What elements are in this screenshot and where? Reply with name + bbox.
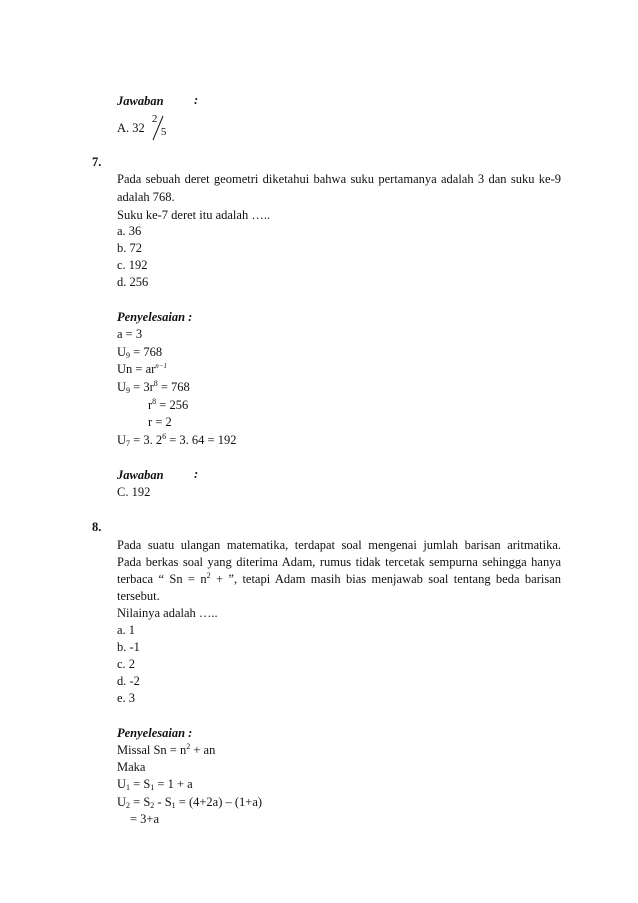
q7-step-7-sub: 7: [126, 439, 131, 448]
q7-question-line-3: Suku ke-7 deret itu adalah …..: [117, 208, 271, 222]
q8-step-4-sub-2: 2: [150, 801, 155, 810]
q8-step-4-a: U: [117, 795, 127, 809]
q7-step-4-mid: = 3r: [130, 380, 154, 394]
q8-option-e: e. 3: [117, 691, 136, 705]
q8-step-3: [117, 776, 193, 792]
q7-option-b: b. 72: [117, 241, 142, 255]
q8-penyelesaian-heading: Penyelesaian :: [117, 726, 193, 740]
q7-question-line-2: adalah 768.: [117, 190, 175, 204]
q8-step-1: [117, 742, 215, 758]
q7-step-2-sub: 9: [126, 351, 131, 360]
q7-question-line-1: Pada sebuah deret geometri diketahui bahwa suku pertamanya adalah 3 dan suku ke-9: [117, 172, 561, 186]
q6-answer-heading: [117, 93, 164, 109]
q7-step-5-sup: 8: [152, 397, 157, 406]
q7-step-7-sup: 6: [162, 432, 167, 441]
q7-step-2-base: U: [117, 345, 127, 359]
q8-step-1-b: + an: [190, 743, 216, 757]
q8-question-line-3: [117, 571, 561, 587]
q8-step-3-b: = S: [130, 777, 151, 791]
q8-step-4: [117, 794, 262, 810]
q7-step-4-base: U: [117, 380, 127, 394]
q7-jawaban-colon: :: [194, 467, 199, 481]
q6-jawaban-colon: :: [194, 93, 199, 107]
q8-step-4-sub-3: 1: [171, 801, 176, 810]
q8-option-d: d. -2: [117, 674, 140, 688]
q8-question-line-5: Nilainya adalah …..: [117, 606, 218, 620]
q7-step-4: [117, 379, 190, 395]
q7-step-7-base: U: [117, 433, 127, 447]
q8-step-3-c: = 1 + a: [154, 777, 193, 791]
q6-answer-fraction: [148, 115, 170, 141]
q8-step-4-sub-1: 2: [126, 801, 131, 810]
q7-step-3-sup: n−1: [155, 362, 168, 370]
q7-jawaban-label: Jawaban: [117, 468, 164, 482]
q8-step-2: Maka: [117, 760, 146, 774]
q8-step-3-sub-2: 1: [150, 783, 155, 792]
q7-step-5-rest: = 256: [156, 398, 189, 412]
q8-step-3-sub-1: 1: [126, 783, 131, 792]
q6-fraction-denominator: 5: [160, 126, 167, 138]
q7-step-2: [117, 344, 162, 360]
q8-step-1-a: Missal Sn = n: [117, 743, 187, 757]
q7-step-4-sub: 9: [126, 386, 131, 395]
q8-option-a: a. 1: [117, 623, 136, 637]
q7-option-d: d. 256: [117, 275, 149, 289]
q6-answer: [117, 115, 170, 141]
q7-step-7: [117, 432, 236, 448]
q7-step-5: [148, 397, 188, 413]
q8-question-line-2: Pada berkas soal yang diterima Adam, rumus tidak tercetak sempurna sehingga hanya: [117, 555, 561, 569]
q7-penyelesaian-heading: Penyelesaian :: [117, 310, 193, 324]
q7-step-5-base: r: [148, 398, 153, 412]
q7-step-1: a = 3: [117, 327, 143, 341]
q6-answer-prefix: A. 32: [117, 121, 145, 135]
q7-option-a: a. 36: [117, 224, 142, 238]
q7-answer: C. 192: [117, 485, 151, 499]
q7-step-3-base: Un = ar: [117, 362, 156, 376]
q8-question-line-3-sup: 2: [206, 571, 211, 580]
q8-question-line-3-b: + ”, tetapi Adam masih bias menjawab soal tentang beda barisan: [210, 572, 561, 586]
q8-number: 8.: [92, 520, 102, 534]
q8-step-5: = 3+a: [130, 812, 160, 826]
q7-number: 7.: [92, 155, 102, 169]
q7-step-7-mid: = 3. 2: [130, 433, 163, 447]
q8-step-3-a: U: [117, 777, 127, 791]
q7-step-7-rest: = 3. 64 = 192: [166, 433, 237, 447]
q8-step-4-b: = S: [130, 795, 151, 809]
q7-step-6: r = 2: [148, 415, 172, 429]
q7-step-4-sup: 8: [153, 379, 158, 388]
q7-option-c: c. 192: [117, 258, 148, 272]
q8-option-c: c. 2: [117, 657, 136, 671]
q8-question-line-4: tersebut.: [117, 589, 160, 603]
q8-option-b: b. -1: [117, 640, 140, 654]
q6-jawaban-label: Jawaban: [117, 94, 164, 108]
q8-step-4-d: = (4+2a) – (1+a): [175, 795, 263, 809]
q7-step-4-rest: = 768: [157, 380, 190, 394]
q8-step-1-sup: 2: [186, 742, 191, 751]
q8-step-4-c: - S: [154, 795, 172, 809]
q6-fraction-numerator: 2: [151, 113, 158, 125]
q7-step-2-rest: = 768: [130, 345, 163, 359]
q8-question-line-3-a: terbaca “ Sn = n: [117, 572, 207, 586]
q8-question-line-1: Pada suatu ulangan matematika, terdapat soal mengenai jumlah barisan aritmatika.: [117, 538, 561, 552]
q7-step-3: [117, 361, 167, 377]
